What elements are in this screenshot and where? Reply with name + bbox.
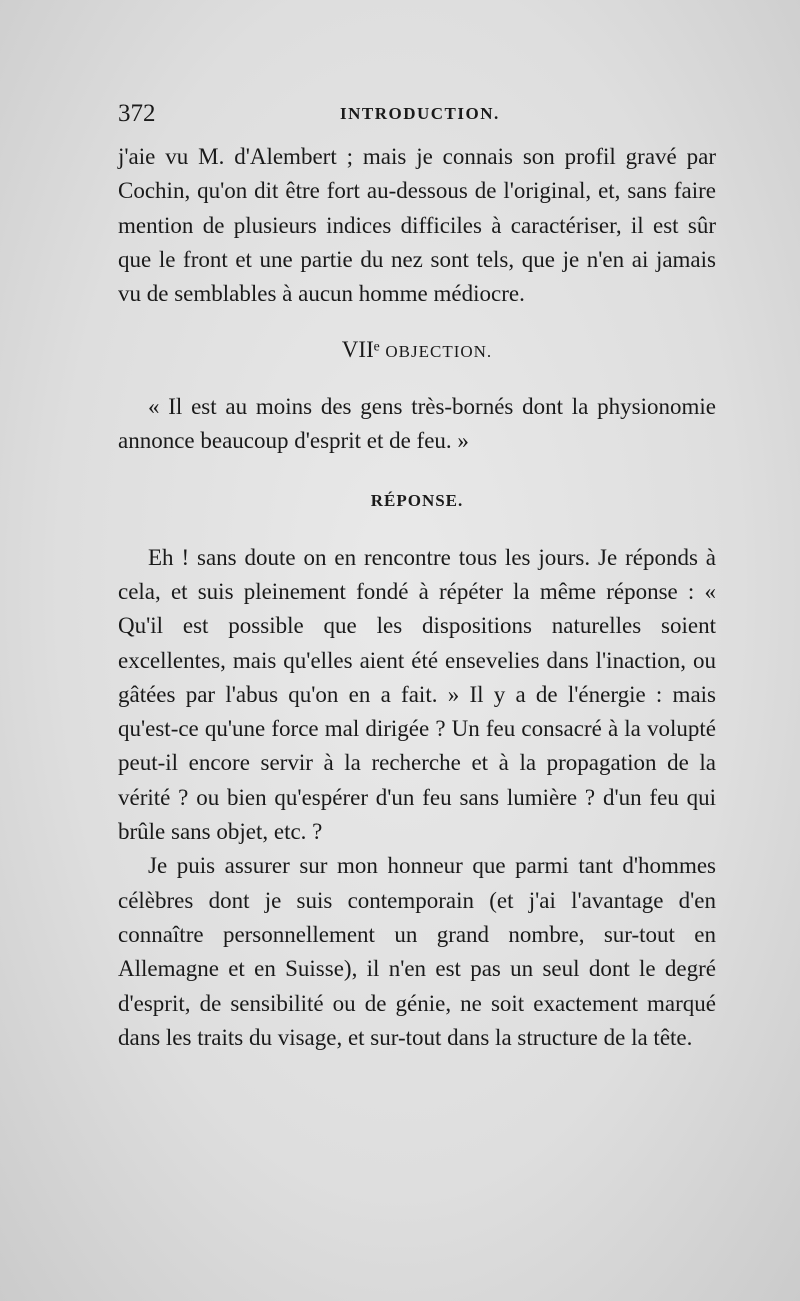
paragraph-continuation: j'aie vu M. d'Alembert ; mais je connais son profil gravé par Cochin, qu'on dit être fort au-dessous de l'original, et, sans faire mention de plusieurs indices difficiles à caractériser, il est sûr que le front et une partie du nez sont tels, que je n'en ai jamais vu de semblables à aucun homme médiocre.: [118, 144, 716, 307]
reponse-heading: RÉPONSE.: [370, 491, 464, 511]
objection-word: OBJECTION.: [385, 342, 493, 362]
objection-numeral: VIIᵉ: [341, 337, 380, 363]
running-title: INTRODUCTION.: [340, 104, 500, 123]
running-head: [118, 100, 716, 130]
paragraph-final: Je puis assurer sur mon honneur que parmi tant d'hommes célèbres dont je suis contemporain (et j'ai l'avantage d'en connaître personnellement un grand nombre, sur-tout en Allemagne et en Suisse), il n'en est pas un seul dont le degré d'esprit, de sensibilité ou de génie, ne soit exactement marqué dans les traits du visage, et sur-tout dans la structure de la tête.: [118, 853, 716, 1050]
objection-heading: [118, 333, 716, 369]
page-number: 372: [118, 100, 156, 127]
paragraph-reponse: Eh ! sans doute on en rencontre tous les jours. Je réponds à cela, et suis pleinement fondé à répéter la même réponse : « Qu'il est possible que les dispositions naturelles soient excellentes, mais qu'elles aient été ensevelies dans l'inaction, ou gâtées par l'abus qu'on en a fait. » Il y a de l'énergie : mais qu'est-ce qu'une force mal dirigée ? Un feu consacré à la volupté peut-il encore servir à la recherche et à la propagation de la vérité ? ou bien qu'espérer d'un feu sans lumière ? d'un feu qui brûle sans objet, etc. ?: [118, 544, 716, 845]
page-body: [118, 140, 716, 1055]
objection-quote: « Il est au moins des gens très-bornés dont la physionomie annonce beaucoup d'esprit et de feu. »: [118, 393, 716, 454]
